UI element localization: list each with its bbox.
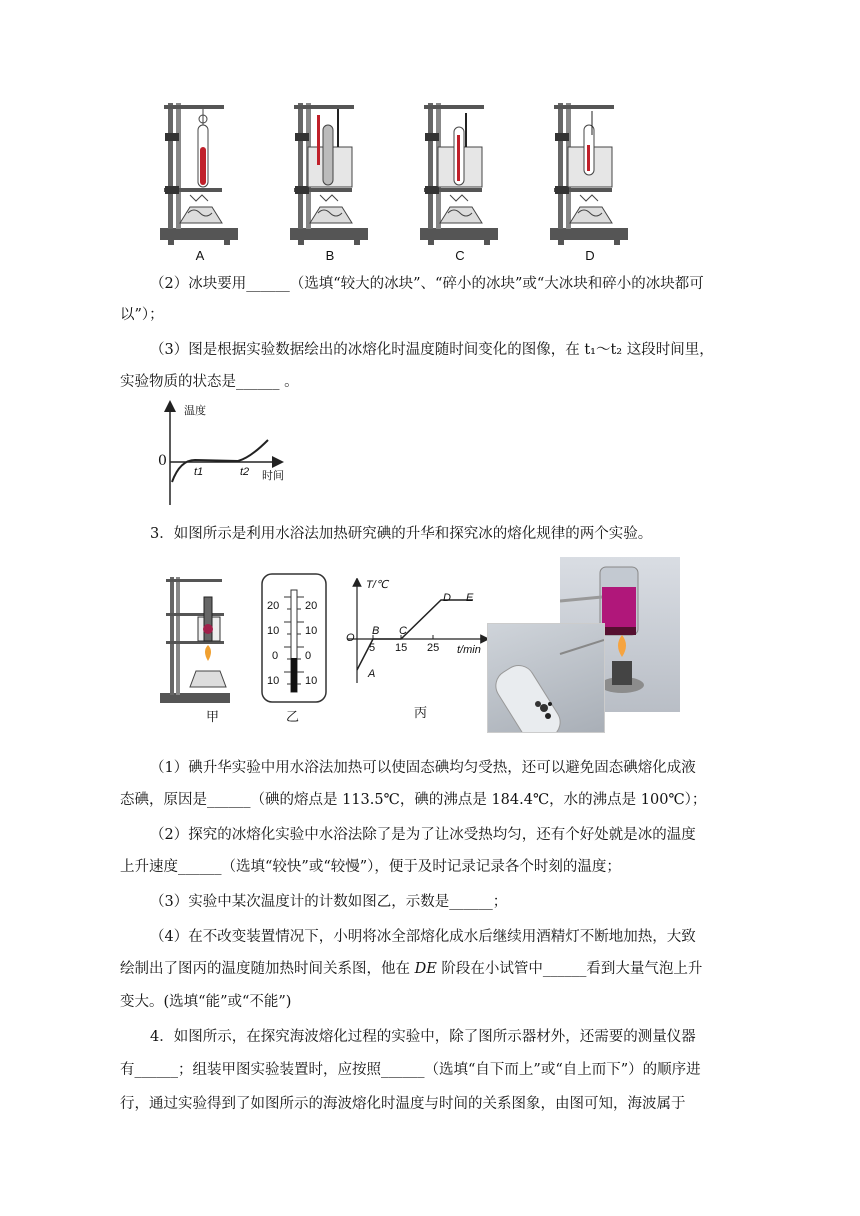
graph1-xlabel: 时间 [262, 470, 284, 482]
graph-bing-xlabel: t/min [457, 644, 481, 656]
thermo-left-10b: 10 [267, 675, 280, 687]
apparatus-figure-abcd [150, 95, 750, 265]
graph-bing-point-e: E [466, 592, 474, 604]
q2-part3-line2: 实验物质的状态是______ 。 [120, 374, 299, 390]
graph-bing-point-c: C [399, 625, 407, 637]
ice-melting-graph [150, 400, 300, 510]
graph1-origin: 0 [158, 453, 167, 469]
figure-label-c: C [455, 248, 465, 263]
q3-intro: 3．如图所示是利用水浴法加热研究碘的升华和探究冰的熔化规律的两个实验。 [150, 526, 653, 542]
q2-part3-line1: （3）图是根据实验数据绘出的冰熔化时温度随时间变化的图像，在 t₁～t₂ 这段时间里， [150, 342, 714, 358]
figure-label-d: D [585, 248, 595, 263]
q3-part2-line2: 上升速度______（选填“较快”或“较慢”），便于及时记录记录各个时刻的温度； [120, 859, 621, 875]
fig-label-bing: 丙 [414, 706, 428, 721]
graph-bing-point-d: D [443, 592, 451, 604]
fig-label-jia: 甲 [206, 710, 220, 725]
graph-bing-ylabel: T/℃ [366, 579, 389, 591]
figure-label-b: B [325, 248, 335, 263]
q3-part2-line1: （2）探究的冰熔化实验中水浴法除了是为了让冰受热均匀，还有个好处就是冰的温度 [150, 827, 696, 843]
q3-part1-line2: 态碘，原因是______（碘的熔点是 113.5℃，碘的沸点是 184.4℃，水的沸点是 100℃）； [120, 792, 707, 808]
thermo-left-20: 20 [267, 600, 280, 612]
thermo-right-20: 20 [305, 600, 318, 612]
q3-part1-line1: （1）碘升华实验中用水浴法加热可以使固态碘均匀受热，还可以避免固态碘熔化成液 [150, 760, 696, 776]
graph1-ylabel: 温度 [184, 405, 206, 417]
thermo-right-10b: 10 [305, 675, 318, 687]
graph-bing-point-a: A [368, 668, 376, 680]
q3-apparatus-jia [160, 575, 240, 710]
q3-part4-line3: 变大。(选填“能”或“不能”) [120, 994, 292, 1010]
q3-part4-line2: 绘制出了图丙的温度随加热时间关系图，他在 DE 阶段在小试管中______看到大量气泡上升 [120, 961, 703, 977]
graph-bing-xtick-15: 15 [395, 642, 408, 654]
thermo-left-0: 0 [272, 650, 279, 662]
graph1-t1: t1 [194, 466, 204, 478]
thermo-right-0: 0 [305, 650, 312, 662]
fig-label-yi: 乙 [286, 710, 300, 725]
graph-bing-xtick-5: 5 [369, 642, 376, 654]
thermo-left-10: 10 [267, 625, 280, 637]
q2-part2-line1: （2）冰块要用______（选填“较大的冰块”、“碎小的冰块”或“大冰块和碎小的冰块都可 [150, 276, 704, 292]
q4-line3: 行，通过实验得到了如图所示的海波熔化时温度与时间的关系图象，由图可知，海波属于 [120, 1096, 686, 1112]
q3-part3: （3）实验中某次温度计的计数如图乙，示数是______； [150, 894, 508, 910]
graph-bing-xtick-25: 25 [427, 642, 440, 654]
photo-test-tube [487, 623, 605, 733]
q3-part4-line1: （4）在不改变装置情况下，小明将冰全部熔化成水后继续用酒精灯不断地加热，大致 [150, 929, 696, 945]
q2-part2-line2: 以”）； [120, 307, 164, 323]
q4-line1: 4．如图所示，在探究海波熔化过程的实验中，除了图所示器材外，还需要的测量仪器 [150, 1029, 696, 1045]
figure-label-a: A [195, 248, 205, 263]
graph1-t2: t2 [240, 466, 250, 478]
thermo-right-10: 10 [305, 625, 318, 637]
graph-bing-origin: O [346, 632, 355, 644]
q4-line2: 有______；组装甲图实验装置时，应按照______（选填“自下而上”或“自上而下”）的顺序进 [120, 1062, 701, 1078]
graph-bing-point-b: B [372, 625, 380, 637]
